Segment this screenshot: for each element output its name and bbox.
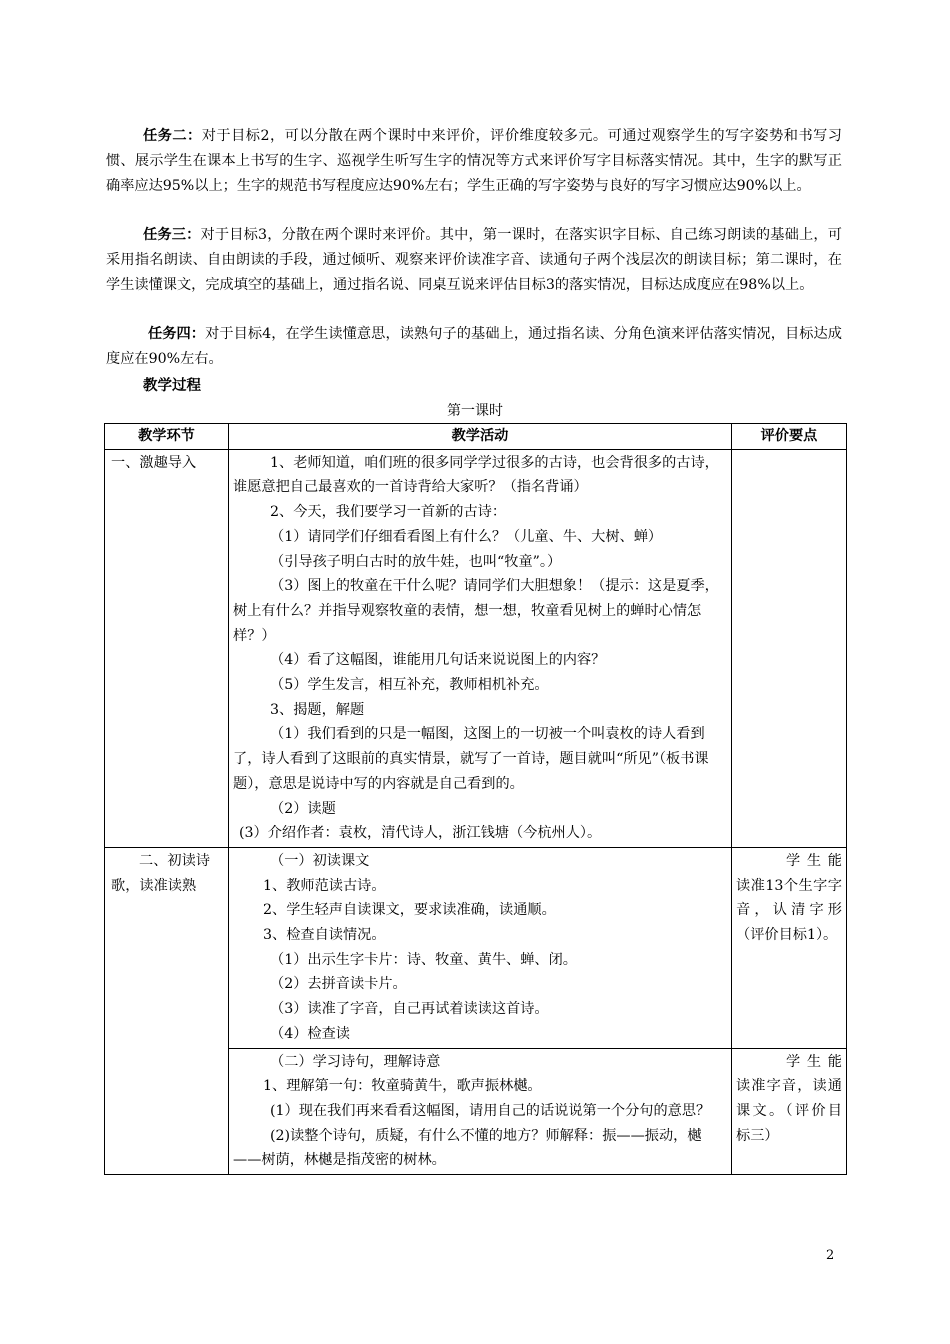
activity-cell [229,847,732,1048]
activity-line: 3、揭题，解题 [270,701,365,718]
activity-line: (3）介绍作者：袁枚，清代诗人，浙江钱塘（今杭州人）。 [239,825,602,842]
activity-line: (2)读整个诗句，质疑，有什么不懂的地方？师解释：振——振动，樾——树荫，林樾是指茂密的树林。 [233,1127,702,1169]
activity-line: 2、今天，我们要学习一首新的古诗： [270,504,507,521]
task3-paragraph [106,223,842,297]
header-evaluation: 评价要点 [732,424,847,450]
task2-paragraph [106,124,842,198]
activity-line: （2）去拼音读卡片。 [270,976,407,993]
activity-line: （5）学生发言，相互补充，教师相机补充。 [270,677,549,694]
activity-line: 3、检查自读情况。 [263,927,386,944]
task2-text: 对于目标2，可以分散在两个课时中来评价，评价维度较多元。可通过观察学生的写字姿势和书写习惯、展示学生在课本上书写的生字、巡视学生听写生字的情况等方式来评价写字目标落实情况。其中，生字的默写正确率应达95%以上；生字的规范书写程度应达90%左右；学生正确的写字姿势与良好的写字习惯应达90%以上。 [106,128,842,194]
evaluation-cell: 学生能读准字音，读通课文。（评价目标三） [732,1048,847,1175]
task4-paragraph [106,322,842,372]
activity-line: 2、学生轻声自读课文，要求读准确，读通顺。 [263,902,556,919]
page-number: 2 [826,1248,835,1263]
activity-line: （引导孩子明白古时的放牛娃，也叫“牧童”。） [270,553,562,570]
header-activity: 教学活动 [229,424,732,450]
activity-line: 1、理解第一句：牧童骑黄牛，歌声振林樾。 [263,1078,542,1095]
activity-line: （1）出示生字卡片：诗、牧童、黄牛、蝉、闭。 [270,951,577,968]
activity-cell [229,1048,732,1175]
activity-line: （二）学习诗句，理解诗意 [270,1053,441,1070]
stage-cell: 二、初读诗歌，读准读熟 [105,847,229,1174]
task4-text: 对于目标4，在学生读懂意思，读熟句子的基础上，通过指名读、分角色演来评估落实情况，目标达成度应在90%左右。 [106,326,842,367]
task3-text: 对于目标3，分散在两个课时来评价。其中，第一课时，在落实识字目标、自己练习朗读的基础上，可采用指名朗读、自由朗读的手段，通过倾听、观察来评价读准字音、读通句子两个浅层次的朗读目标；第二课时，在学生读懂课文，完成填空的基础上，通过指名说、同桌互说来评估目标3的落实情况，目标达成度应在98%以上。 [106,227,842,293]
stage-cell: 一、激趣导入 [105,449,229,847]
evaluation-cell: 学生能读准13个生字字音，认清字形（评价目标1）。 [732,847,847,1048]
section-heading: 教学过程 [143,378,201,394]
table-header-row [105,424,847,450]
activity-line: （4）看了这幅图，谁能用几句话来说说图上的内容？ [270,652,606,669]
task2-label: 任务二： [143,128,202,144]
header-stage: 教学环节 [105,424,229,450]
activity-line: 1、老师知道，咱们班的很多同学学过很多的古诗，也会背很多的古诗，谁愿意把自己最喜欢的一首诗背给大家听？（指名背诵） [233,454,719,496]
activity-line: （4）检查读 [270,1025,350,1042]
activity-line: （一）初读课文 [270,852,370,869]
activity-line: （1）请同学们仔细看看图上有什么？（儿童、牛、大树、蝉） [270,528,663,545]
table-caption: 第一课时 [447,403,503,419]
activity-line: (1）现在我们再来看看这幅图，请用自己的话说说第一个分句的意思？ [270,1102,711,1119]
task4-label: 任务四： [148,326,206,342]
activity-line: （3）读准了字音，自己再试着读读这首诗。 [270,1001,549,1018]
task3-label: 任务三： [143,227,201,243]
activity-line: 1、教师范读古诗。 [263,877,386,894]
activity-line: （3）图上的牧童在干什么呢？请同学们大胆想象！（提示：这是夏季，树上有什么？并指导观察牧童的表情，想一想，牧童看见树上的蝉时心情怎样？） [233,578,719,644]
activity-line: （2）读题 [270,800,336,817]
evaluation-cell [732,449,847,847]
table-row [105,449,847,847]
activity-line: （1）我们看到的只是一幅图，这图上的一切被一个叫袁枚的诗人看到了，诗人看到了这眼前的真实情景，就写了一首诗，题目就叫“所见”（板书课题），意思是说诗中写的内容就是自己看到的。 [233,726,709,792]
teaching-process-table [104,423,847,1175]
activity-cell [229,449,732,847]
table-row [105,847,847,1048]
